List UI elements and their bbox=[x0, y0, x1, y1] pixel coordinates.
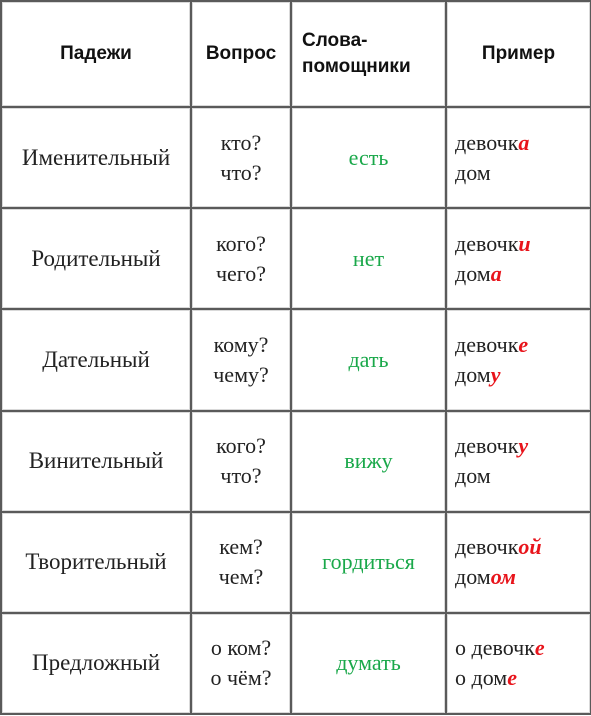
example-line bbox=[455, 229, 590, 259]
question-line: кому? bbox=[213, 331, 269, 357]
case-example bbox=[447, 412, 591, 513]
question-line: что? bbox=[220, 463, 262, 489]
helper-word: думать bbox=[292, 614, 447, 715]
example-stem: дом bbox=[455, 159, 491, 185]
example-ending: е bbox=[507, 665, 517, 691]
case-question bbox=[192, 614, 292, 715]
case-question bbox=[192, 209, 292, 310]
example-stem: девочк bbox=[455, 534, 519, 560]
example-line bbox=[455, 663, 590, 693]
example-line bbox=[455, 633, 590, 663]
case-example bbox=[447, 108, 591, 209]
example-ending: и bbox=[518, 230, 531, 256]
example-line bbox=[455, 259, 590, 289]
table-row bbox=[2, 614, 591, 715]
table-row bbox=[2, 513, 591, 614]
case-name: Дательный bbox=[2, 310, 192, 411]
case-example bbox=[447, 310, 591, 411]
example-line bbox=[455, 360, 590, 390]
example-stem: девочк bbox=[455, 433, 519, 459]
question-line: кем? bbox=[219, 534, 263, 560]
example-line bbox=[455, 128, 590, 158]
example-ending: у bbox=[518, 433, 529, 459]
case-example bbox=[447, 209, 591, 310]
example-ending: е bbox=[518, 331, 529, 357]
header-case: Падежи bbox=[2, 2, 192, 108]
question-line: кого? bbox=[216, 433, 266, 459]
example-stem: дом bbox=[455, 564, 491, 590]
case-question bbox=[192, 513, 292, 614]
helper-word: дать bbox=[292, 310, 447, 411]
table-row bbox=[2, 412, 591, 513]
question-line: чему? bbox=[213, 361, 269, 387]
question-line: о ком? bbox=[210, 635, 272, 661]
table-row bbox=[2, 108, 591, 209]
case-question bbox=[192, 108, 292, 209]
case-name: Родительный bbox=[2, 209, 192, 310]
example-stem: о девочк bbox=[455, 635, 535, 661]
example-line bbox=[455, 330, 590, 360]
example-ending: ом bbox=[490, 564, 516, 590]
example-stem: дом bbox=[455, 463, 491, 489]
case-name: Винительный bbox=[2, 412, 192, 513]
question-line: что? bbox=[220, 159, 262, 185]
table-header-row bbox=[2, 2, 591, 108]
header-helper-words bbox=[292, 2, 447, 108]
example-stem: дом bbox=[455, 361, 491, 387]
example-stem: дом bbox=[455, 260, 491, 286]
case-example bbox=[447, 513, 591, 614]
case-example bbox=[447, 614, 591, 715]
question-line: чем? bbox=[218, 564, 264, 590]
example-ending: ой bbox=[518, 534, 542, 560]
example-line bbox=[455, 431, 590, 461]
example-ending: а bbox=[490, 260, 502, 286]
table-row bbox=[2, 310, 591, 411]
helper-word: есть bbox=[292, 108, 447, 209]
example-stem: о дом bbox=[455, 665, 508, 691]
table-row bbox=[2, 209, 591, 310]
helper-word: нет bbox=[292, 209, 447, 310]
example-line bbox=[455, 461, 590, 491]
case-name: Предложный bbox=[2, 614, 192, 715]
example-line bbox=[455, 158, 590, 188]
case-name: Творительный bbox=[2, 513, 192, 614]
example-stem: девочк bbox=[455, 331, 519, 357]
header-helper-line2: помощники bbox=[302, 56, 411, 78]
case-name: Именительный bbox=[2, 108, 192, 209]
example-ending: у bbox=[490, 361, 501, 387]
example-stem: девочк bbox=[455, 230, 519, 256]
helper-word: гордиться bbox=[292, 513, 447, 614]
example-line bbox=[455, 532, 590, 562]
example-stem: девочк bbox=[455, 129, 519, 155]
header-helper-line1: Слова- bbox=[302, 30, 368, 52]
case-question bbox=[192, 412, 292, 513]
question-line: кого? bbox=[216, 230, 266, 256]
case-question bbox=[192, 310, 292, 411]
example-ending: е bbox=[534, 635, 545, 661]
example-line bbox=[455, 562, 590, 592]
question-line: чего? bbox=[215, 260, 267, 286]
header-question: Вопрос bbox=[192, 2, 292, 108]
question-line: кто? bbox=[220, 129, 262, 155]
example-ending: а bbox=[518, 129, 530, 155]
header-example: Пример bbox=[447, 2, 591, 108]
question-line: о чём? bbox=[210, 665, 272, 691]
helper-word: вижу bbox=[292, 412, 447, 513]
